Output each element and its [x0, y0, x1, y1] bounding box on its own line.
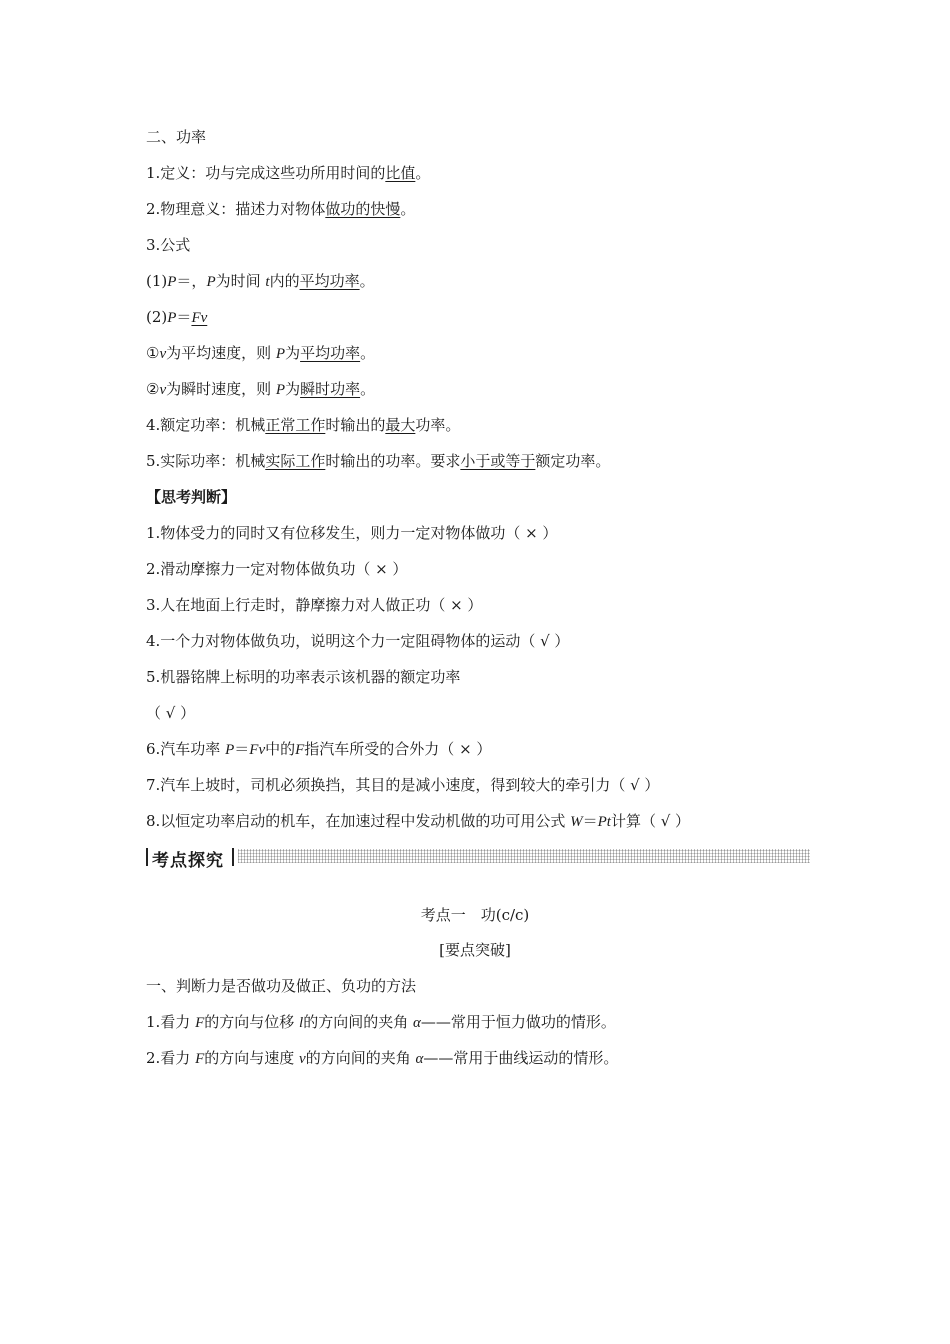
text: 为时间	[215, 272, 266, 290]
text: 。	[359, 272, 375, 290]
method-1	[146, 1012, 616, 1033]
text: 时输出的功率。要求	[325, 452, 461, 470]
text: (1)	[146, 272, 168, 290]
actual-power-line	[146, 451, 610, 471]
answer-underlined: 最大	[385, 416, 416, 434]
answer-underlined: 正常工作	[265, 416, 326, 434]
text: 。	[400, 200, 416, 218]
text: ＝	[234, 740, 250, 758]
var: α	[415, 1051, 424, 1067]
text: 的方向间的夹角	[305, 1049, 416, 1067]
text: 功率。	[415, 416, 461, 434]
text: 。	[360, 344, 376, 362]
text: 计算（ √ ）	[610, 812, 691, 830]
section-heading: 二、功率	[146, 128, 207, 146]
text: ＝，	[176, 272, 207, 290]
var: Pt	[597, 814, 611, 830]
text: 的方向与位移	[204, 1013, 300, 1031]
formula-1	[146, 271, 375, 292]
text: (2)	[146, 308, 168, 326]
var: t	[265, 274, 270, 290]
text: 2.看力	[146, 1049, 196, 1067]
topic-subtitle: [要点突破]	[439, 941, 511, 959]
var: P	[225, 742, 235, 758]
text: 为	[285, 380, 301, 398]
judge-item-8	[146, 811, 690, 832]
text: ——常用于曲线运动的情形。	[423, 1049, 619, 1067]
answer-underlined: 做功的快慢	[325, 200, 401, 218]
case-1	[146, 343, 375, 364]
var: α	[413, 1015, 421, 1031]
text: 为瞬时速度，则	[166, 380, 276, 398]
text: 1.看力	[146, 1013, 196, 1031]
var: l	[299, 1015, 304, 1031]
text: 中的	[265, 740, 296, 758]
answer-underlined: 瞬时功率	[300, 380, 361, 398]
topic-title: 考点一 功(c/c)	[420, 906, 530, 924]
text: 时输出的	[325, 416, 386, 434]
meaning-line	[146, 199, 415, 219]
text: 2.物理意义：描述力对物体	[146, 200, 326, 218]
judge-heading: 【思考判断】	[146, 488, 237, 506]
answer-underlined: 比值	[385, 164, 416, 182]
judge-item-7: 7.汽车上坡时，司机必须换挡，其目的是减小速度，得到较大的牵引力（ √ ）	[146, 776, 660, 794]
text: 为平均速度，则	[166, 344, 276, 362]
var: P	[206, 274, 216, 290]
text: 。	[360, 380, 376, 398]
text: ②	[146, 380, 160, 398]
case-2	[146, 379, 375, 400]
text: 的方向与速度	[204, 1049, 300, 1067]
judge-item-5-answer: （ √ ）	[146, 704, 196, 722]
rated-power-line	[146, 415, 460, 435]
judge-item-6	[146, 739, 491, 760]
text: 为	[285, 344, 301, 362]
var: v	[299, 1051, 306, 1067]
var: F	[195, 1015, 205, 1031]
text: ①	[146, 344, 160, 362]
text: 指汽车所受的合外力（ × ）	[304, 740, 492, 758]
method-2	[146, 1048, 618, 1069]
banner-right-bar	[232, 848, 234, 866]
text: ＝	[582, 812, 598, 830]
formula-2	[146, 307, 207, 328]
banner-title: 考点探究	[152, 851, 224, 871]
banner-left-bar	[146, 848, 148, 866]
answer-underlined: 实际工作	[265, 452, 326, 470]
var: P	[167, 274, 177, 290]
text: 的方向间的夹角	[303, 1013, 413, 1031]
text: 额定功率。	[535, 452, 611, 470]
text: 4.额定功率：机械	[146, 416, 266, 434]
text: ＝	[176, 308, 192, 326]
var: Fv	[249, 742, 266, 758]
text: 1.定义：功与完成这些功所用时间的	[146, 164, 386, 182]
var: P	[275, 346, 286, 362]
formula-heading: 3.公式	[146, 236, 191, 254]
text: 。	[415, 164, 431, 182]
judge-item-3: 3.人在地面上行走时，静摩擦力对人做正功（ × ）	[146, 596, 483, 614]
text: 6.汽车功率	[146, 740, 226, 758]
var: F	[195, 1051, 205, 1067]
var: F	[295, 742, 305, 758]
section-banner	[146, 848, 812, 871]
answer-underlined: 平均功率	[300, 344, 361, 362]
judge-item-5: 5.机器铭牌上标明的功率表示该机器的额定功率	[146, 668, 461, 686]
answer-underlined: Fv	[191, 310, 208, 326]
judge-item-2: 2.滑动摩擦力一定对物体做负功（ × ）	[146, 560, 408, 578]
answer-underlined: 平均功率	[299, 272, 360, 290]
var: P	[275, 382, 286, 398]
var: W	[570, 814, 583, 830]
answer-underlined: 小于或等于	[460, 452, 536, 470]
banner-hatch-pattern	[238, 849, 810, 863]
text: 5.实际功率：机械	[146, 452, 266, 470]
judge-item-4: 4.一个力对物体做负功，说明这个力一定阻碍物体的运动（ √ ）	[146, 632, 570, 650]
judge-item-1: 1.物体受力的同时又有位移发生，则力一定对物体做功（ × ）	[146, 524, 558, 542]
var: v	[159, 382, 167, 398]
var: P	[167, 310, 177, 326]
method-heading: 一、判断力是否做功及做正、负功的方法	[146, 977, 417, 995]
text: ——常用于恒力做功的情形。	[420, 1013, 616, 1031]
var: v	[159, 346, 167, 362]
definition-line	[146, 163, 430, 183]
text: 8.以恒定功率启动的机车，在加速过程中发动机做的功可用公式	[146, 812, 571, 830]
text: 内的	[269, 272, 300, 290]
